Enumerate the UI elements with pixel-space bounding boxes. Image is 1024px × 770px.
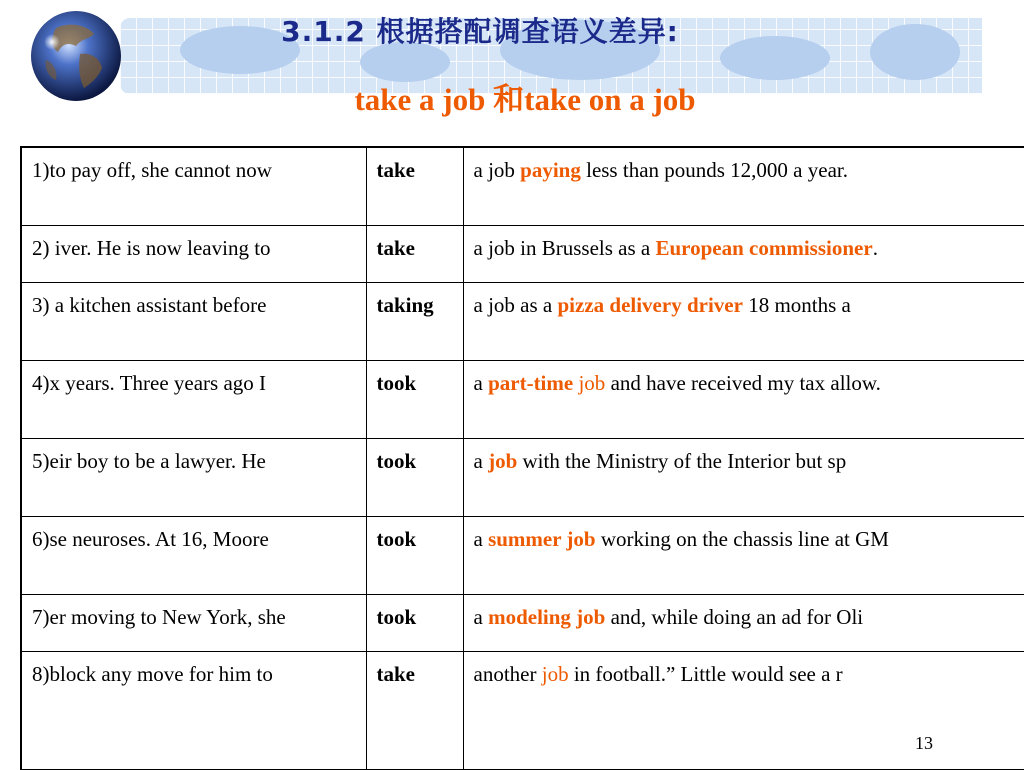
- continuation-cell: [463, 516, 1024, 594]
- verb-cell: taking: [366, 282, 463, 360]
- context-cell: 6)se neuroses. At 16, Moore: [21, 516, 366, 594]
- subtitle-part-2: take on a job: [524, 82, 696, 117]
- continuation-text: a job as a: [473, 292, 558, 317]
- continuation-cell: [463, 651, 1024, 769]
- table-row: [21, 594, 1024, 651]
- context-cell: 5)eir boy to be a lawyer. He: [21, 438, 366, 516]
- highlighted-term: job: [541, 661, 569, 686]
- highlighted-term: paying: [520, 158, 581, 182]
- continuation-cell: [463, 360, 1024, 438]
- continuation-text: a: [473, 526, 489, 551]
- subtitle-part-1: take a job: [354, 82, 494, 117]
- table-row: [21, 651, 1024, 769]
- highlighted-term: European commissioner: [655, 235, 873, 260]
- continuation-text: and have received my tax allow.: [605, 370, 881, 395]
- continuation-text: another: [473, 661, 542, 686]
- table-row: [21, 438, 1024, 516]
- table-row: [21, 516, 1024, 594]
- continuation-cell: [463, 438, 1024, 516]
- verb-cell: take: [366, 225, 463, 282]
- continuation-text: working on the chassis line at GM: [595, 526, 889, 551]
- continuation-text: and, while doing an ad for Oli: [605, 604, 864, 629]
- verb-cell: take: [366, 147, 463, 225]
- continuation-text: a: [473, 370, 489, 395]
- continuation-text: .: [872, 235, 878, 260]
- verb-cell: take: [366, 651, 463, 769]
- continuation-text: with the Ministry of the Interior but sp: [517, 448, 847, 473]
- table-row: [21, 147, 1024, 225]
- continuation-cell: [463, 147, 1024, 225]
- collocation-table: [20, 146, 1024, 770]
- highlighted-term: modeling job: [488, 604, 606, 629]
- slide-title: 3.1.2 根据搭配调查语义差异:: [281, 15, 679, 48]
- continuation-text: a job: [473, 158, 521, 182]
- continuation-cell: [463, 225, 1024, 282]
- context-cell: 2) iver. He is now leaving to: [21, 225, 366, 282]
- highlighted-term: part-time: [488, 370, 574, 395]
- continuation-cell: [463, 594, 1024, 651]
- continuation-text: a: [473, 448, 489, 473]
- subtitle-cn-connector: 和: [493, 82, 525, 117]
- continuation-text: in football.” Little would see a r: [568, 661, 843, 686]
- verb-cell: took: [366, 438, 463, 516]
- context-cell: 8)block any move for him to: [21, 651, 366, 769]
- table-row: [21, 360, 1024, 438]
- context-cell: 3) a kitchen assistant before: [21, 282, 366, 360]
- continuation-text: a: [473, 604, 489, 629]
- continuation-text: 18 months a: [742, 292, 851, 317]
- highlighted-term: pizza delivery driver: [557, 292, 743, 317]
- continuation-cell: [463, 282, 1024, 360]
- table-row: [21, 225, 1024, 282]
- context-cell: 1)to pay off, she cannot now: [21, 147, 366, 225]
- table-row: [21, 282, 1024, 360]
- continuation-text: less than pounds 12,000 a year.: [580, 158, 848, 182]
- slide-subtitle: [0, 74, 1024, 119]
- verb-cell: took: [366, 516, 463, 594]
- verb-cell: took: [366, 360, 463, 438]
- verb-cell: took: [366, 594, 463, 651]
- highlighted-term: job: [488, 448, 518, 473]
- page-number: 13: [915, 733, 933, 753]
- context-cell: 7)er moving to New York, she: [21, 594, 366, 651]
- continuation-text: a job in Brussels as a: [473, 235, 656, 260]
- highlighted-term: summer job: [488, 526, 596, 551]
- context-cell: 4)x years. Three years ago I: [21, 360, 366, 438]
- highlighted-term: job: [578, 370, 606, 395]
